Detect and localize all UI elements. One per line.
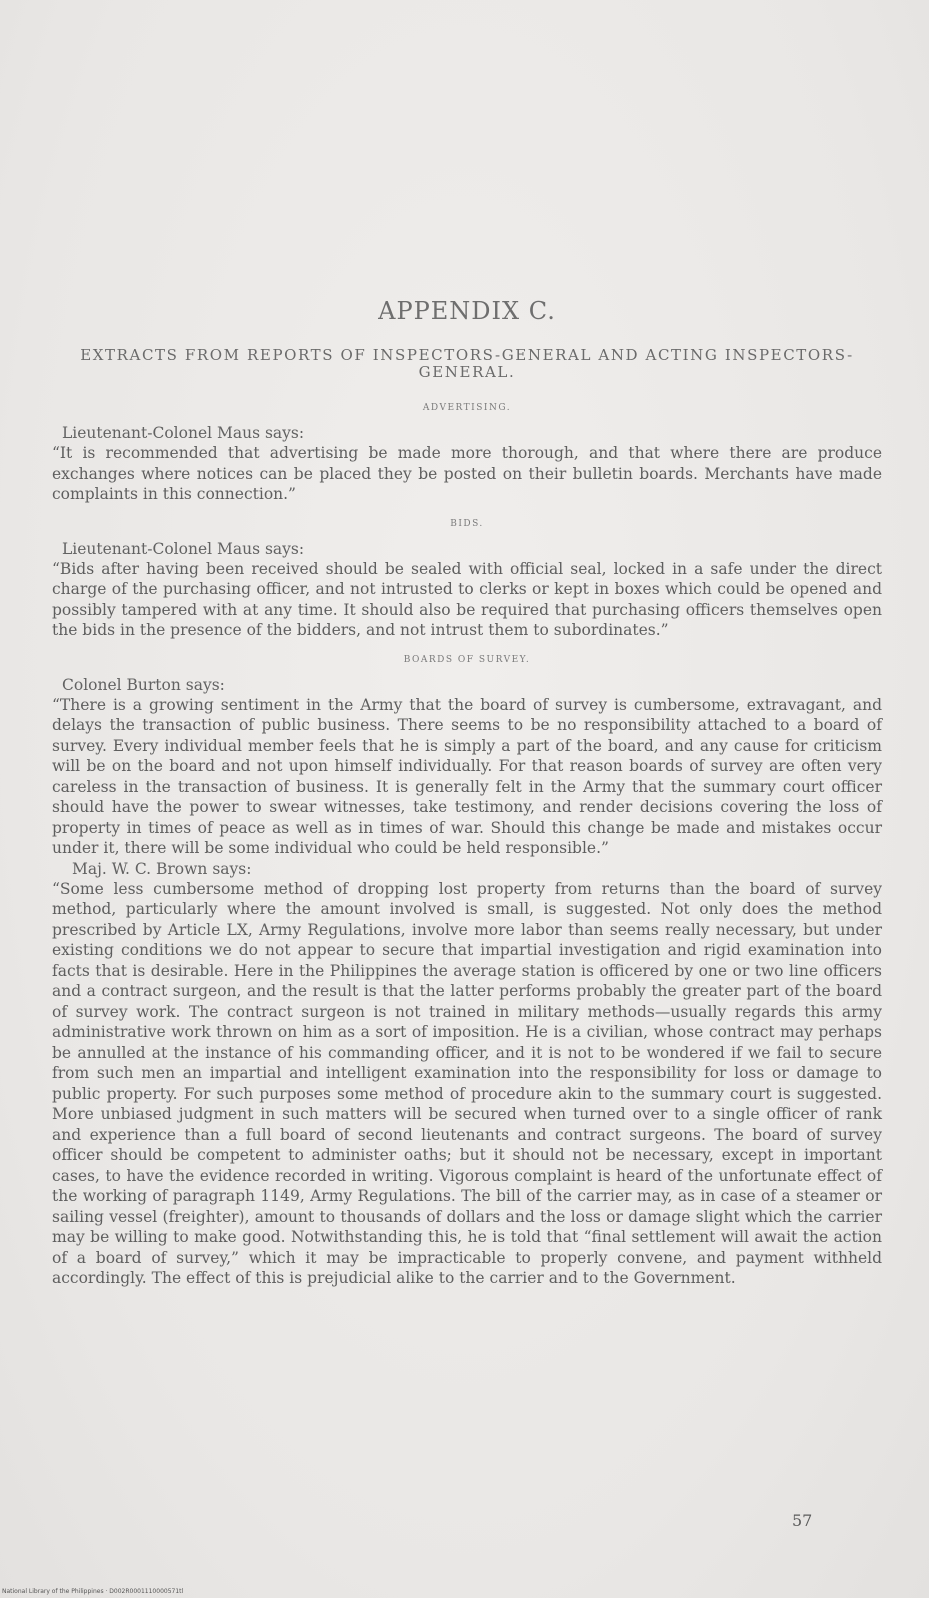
quote-paragraph: “Bids after having been received should be sealed with official seal, locked in a safe under the direct charge of the purchasing officer, and not intrusted to clerks or kept in boxes which could be opened and possibly tampered with at any time. It should also be required that purchasing officers themselves open the bids in the presence of the bidders, and not intrust them to subordinates.” <box>52 559 882 639</box>
section-bids <box>52 519 882 641</box>
speaker-line: Maj. W. C. Brown says: <box>72 859 252 878</box>
section-advertising <box>52 403 882 505</box>
page-content <box>52 297 882 1289</box>
appendix-title: APPENDIX C. <box>378 297 556 325</box>
page-number: 57 <box>792 1511 813 1530</box>
section-heading: BOARDS OF SURVEY. <box>403 654 531 665</box>
section-boards-of-survey <box>52 655 882 1289</box>
speaker-line: Lieutenant-Colonel Maus says: <box>62 424 305 442</box>
quote-paragraph: “Some less cumbersome method of dropping lost property from returns than the board of survey method, particularly where the amount involved is small, is suggested. Not only does the method prescribed by Article LX, Army Regulations, involve more labor than seems really necessary, but under existing conditions we do not appear to secure that impartial investigation and rigid examination into facts that is desirable. Here in the Philippines the average station is officered by one or two line officers and a contract surgeon, and the result is that the latter performs probably the greater part of the board of survey work. The contract surgeon is not trained in military methods—usually regards this army administrative work thrown on him as a sort of imposition. He is a civilian, whose contract may perhaps be annulled at the instance of his commanding officer, and it is not to be wondered if we fail to secure from such men an impartial and intelligent examination into the responsibility for loss or damage to public property. For such purposes some method of procedure akin to the summary court is suggested. More unbiased judgment in such matters will be secured when turned over to a single officer of rank and experience than a full board of second lieutenants and contract surgeons. The board of survey officer should be competent to administer oaths; but it should not be necessary, except in important cases, to have the evidence recorded in writing. Vigorous complaint is heard of the unfortunate effect of the working of paragraph 1149, Army Regulations. The bill of the carrier may, as in case of a steamer or sailing vessel (freighter), amount to thousands of dollars and the loss or damage slight which the carrier may be willing to make good. Notwithstanding this, he is told that “final settlement will await the action of a board of survey,” which it may be impracticable to properly convene, and payment withheld accordingly. The effect of this is prejudicial alike to the carrier and to the Government. <box>52 879 882 1287</box>
quote-paragraph: “There is a growing sentiment in the Army that the board of survey is cumbersome, extravagant, and delays the transaction of public business. There seems to be no responsibility attached to a board of survey. Every individual member feels that he is simply a part of the board, and any cause for criticism will be on the board and not upon himself individually. For that reason boards of survey are often very careless in the transaction of business. It is generally felt in the Army that the summary court officer should have the power to swear witnesses, take testimony, and render decisions covering the loss of property in times of peace as well as in times of war. Should this change be made and mistakes occur under it, there will be some individual who could be held responsible.” <box>52 695 882 857</box>
scan-credit: National Library of the Philippines · D002R0001110000571tl <box>2 1588 184 1595</box>
speaker-line: Lieutenant-Colonel Maus says: <box>62 539 305 558</box>
quote-paragraph: “It is recommended that advertising be made more thorough, and that where there are produce exchanges where notices can be placed they be posted on their bulletin boards. Merchants have made complaints in this connection.” <box>52 444 882 503</box>
main-heading: EXTRACTS FROM REPORTS OF INSPECTORS-GENERAL AND ACTING INSPECTORS-GENERAL. <box>80 346 854 381</box>
section-heading: ADVERTISING. <box>422 403 512 413</box>
section-heading: BIDS. <box>450 518 484 529</box>
speaker-line: Colonel Burton says: <box>62 675 225 694</box>
